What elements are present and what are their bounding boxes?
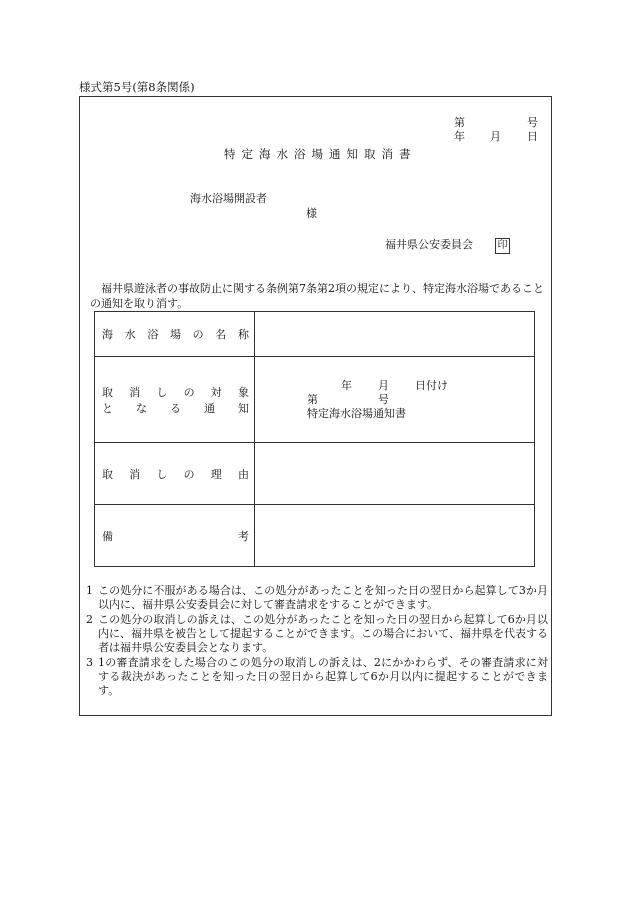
- label-char: 消: [129, 467, 141, 481]
- label-char: 名: [215, 328, 227, 341]
- recipient-honorific: 様: [306, 207, 317, 220]
- note-number: 2: [86, 613, 93, 626]
- table-row: [95, 443, 535, 505]
- document-frame: [79, 96, 552, 716]
- value-reason: [255, 443, 535, 505]
- label-char: 取: [102, 385, 113, 399]
- label-char: 称: [237, 328, 249, 341]
- date-year: 年: [454, 130, 465, 143]
- label-char: 消: [129, 385, 141, 399]
- list-item: [86, 613, 548, 655]
- value-remarks: [255, 505, 535, 567]
- label-char: の: [183, 385, 195, 399]
- label-char: し: [156, 385, 168, 399]
- document-title: 特定海水浴場通知取消書: [224, 147, 417, 161]
- value-target-notice: [255, 357, 535, 443]
- list-item: [86, 584, 548, 612]
- label-char: と: [102, 401, 113, 415]
- form-number-label: 様式第5号(第8条関係): [79, 80, 195, 94]
- issuer-block: [385, 236, 510, 254]
- label-char: る: [170, 401, 181, 415]
- issuer-name: 福井県公安委員会: [385, 238, 473, 251]
- label-char: 備: [102, 529, 113, 543]
- notice-number-suffix: 号: [378, 392, 389, 406]
- body-text: 福井県遊泳者の事故防止に関する条例第7条第2項の規定により、特定海水浴場であることの通知を取り消す。: [90, 282, 544, 310]
- table-row: [95, 505, 535, 567]
- notice-month: 月: [378, 378, 389, 392]
- value-beach-name: [255, 312, 535, 357]
- note-number: 1: [86, 584, 93, 597]
- label-char: 海: [102, 328, 113, 341]
- note-text: この処分に不服がある場合は、この処分があったことを知った日の翌日から起算して3か月以内に、福井県公安委員会に対して審査請求をすることができます。: [98, 584, 548, 611]
- notice-doc-name: 特定海水浴場通知書: [307, 406, 406, 420]
- label-char: 考: [238, 529, 249, 543]
- label-char: 取: [102, 467, 113, 481]
- label-char: し: [156, 467, 168, 481]
- note-number: 3: [86, 656, 93, 669]
- label-char: の: [192, 328, 204, 341]
- doc-number-suffix: 号: [527, 116, 538, 129]
- note-text: この処分の取消しの訴えは、この処分があったことを知った日の翌日から起算して6か月以内に、福井県を被告として提起することができます。この場合において、福井県を代表する者は福井県公安委員会となります。: [98, 613, 548, 654]
- label-remarks: [95, 505, 255, 567]
- recipient-name: 海水浴場開設者: [190, 192, 267, 205]
- label-char: 通: [204, 401, 215, 415]
- doc-number-prefix: 第: [454, 116, 465, 129]
- label-reason: [95, 443, 255, 505]
- label-char: 由: [237, 467, 249, 481]
- label-char: 水: [124, 328, 136, 341]
- date-day: 日: [527, 130, 538, 143]
- label-char: の: [183, 467, 195, 481]
- notice-day-suffix: 日付け: [415, 378, 448, 392]
- seal-mark: 印: [495, 238, 510, 254]
- notice-number-prefix: 第: [307, 392, 318, 406]
- list-item: [86, 656, 548, 698]
- label-char: 浴: [147, 328, 159, 341]
- table-row: [95, 357, 535, 443]
- label-char: 知: [238, 401, 249, 415]
- label-char: 理: [210, 467, 222, 481]
- notes-list: [86, 584, 548, 699]
- label-char: な: [136, 401, 147, 415]
- table-row: [95, 312, 535, 357]
- label-char: 象: [237, 385, 249, 399]
- note-text: 1の審査請求をした場合のこの処分の取消しの訴えは、2にかかわらず、その審査請求に対する裁決があったことを知った日の翌日から起算して6か月以内に提起することができます。: [98, 656, 548, 697]
- label-target-notice: [95, 357, 255, 443]
- date-month: 月: [490, 130, 501, 143]
- label-beach-name: [95, 312, 255, 357]
- info-table: [94, 311, 535, 567]
- label-char: 対: [210, 385, 222, 399]
- label-char: 場: [169, 328, 181, 341]
- notice-year: 年: [341, 378, 352, 392]
